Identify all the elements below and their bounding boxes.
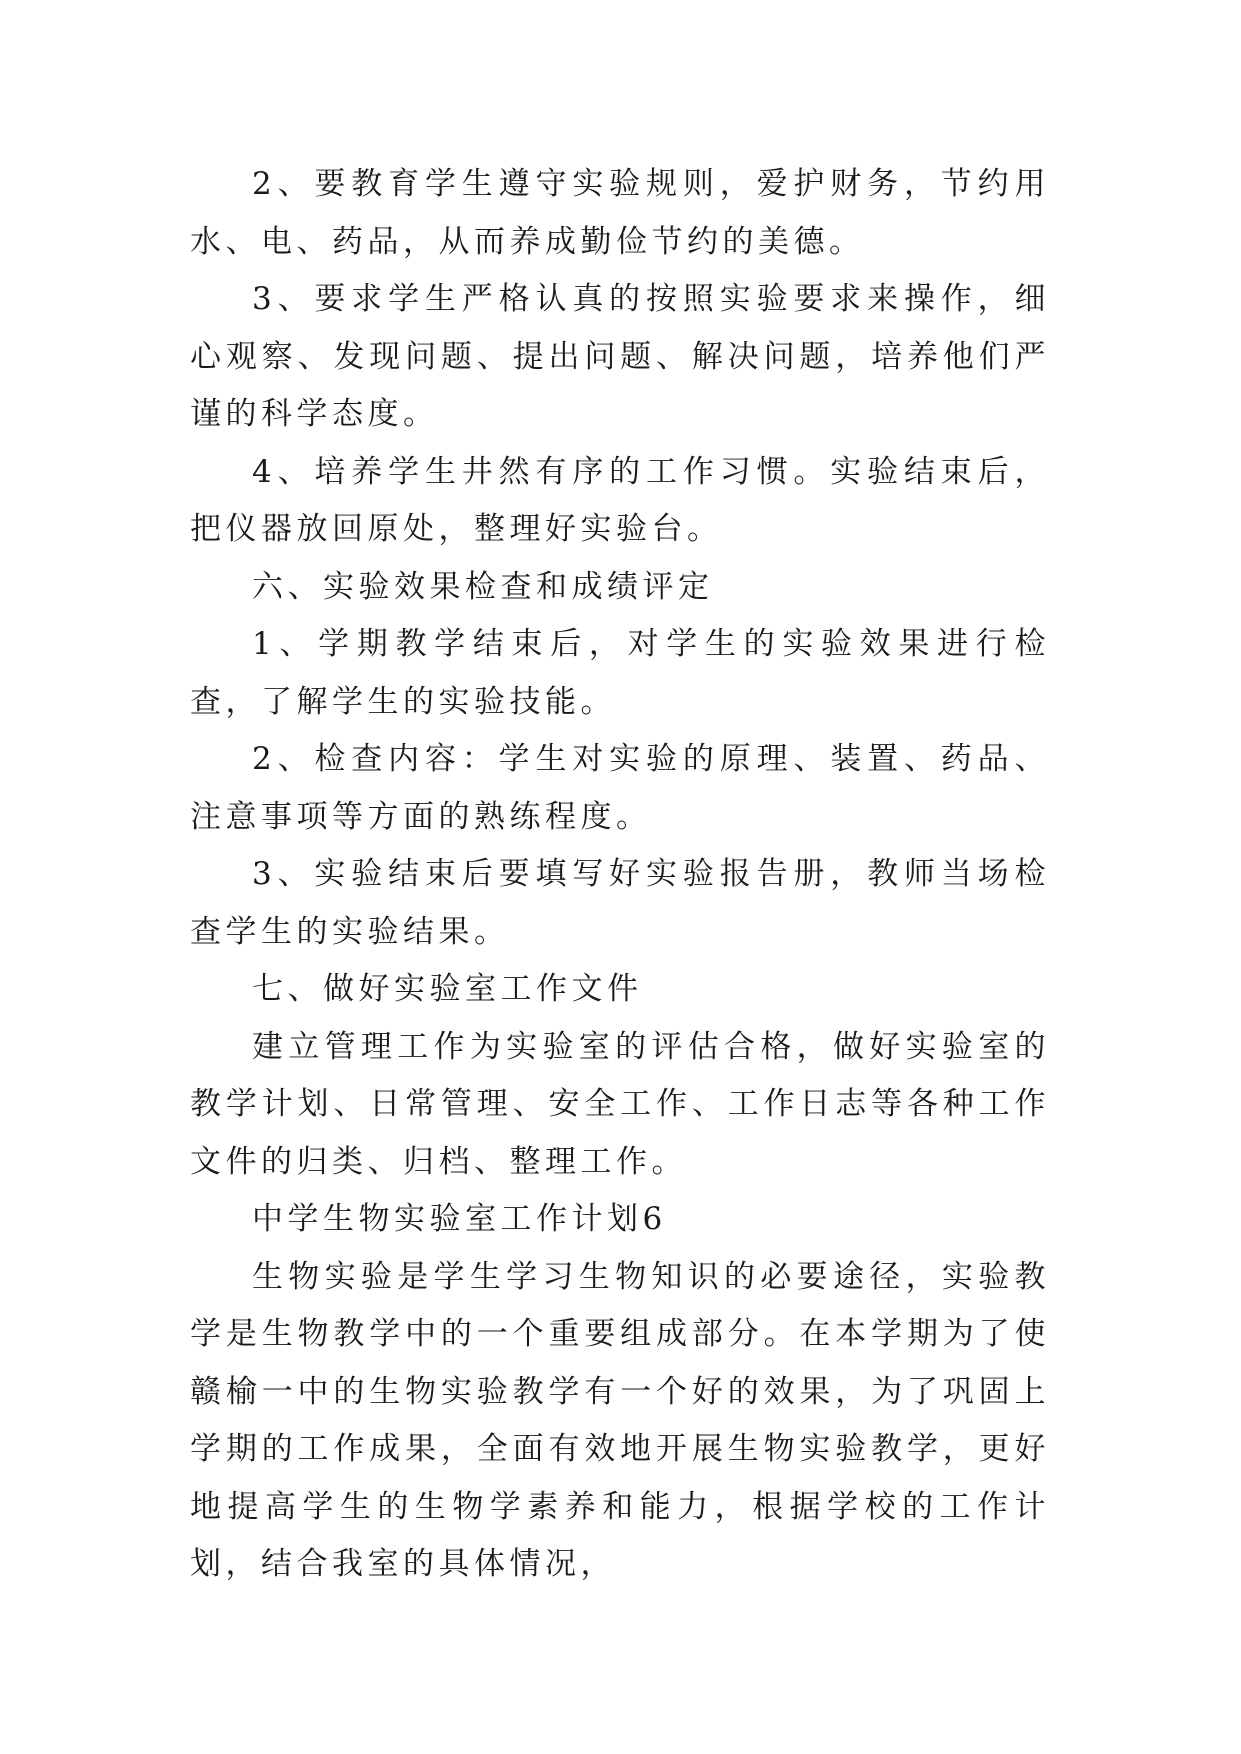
paragraph-check-3: 3、实验结束后要填写好实验报告册，教师当场检查学生的实验结果。 — [190, 856, 1050, 950]
paragraph-check-1: 1、学期教学结束后，对学生的实验效果进行检查，了解学生的实验技能。 — [190, 626, 1050, 720]
paragraph-rule-2: 2、要教育学生遵守实验规则，爱护财务，节约用水、电、药品，从而养成勤俭节约的美德。 — [190, 166, 1050, 260]
paragraph-check-2: 2、检查内容：学生对实验的原理、装置、药品、注意事项等方面的熟练程度。 — [190, 741, 1050, 835]
paragraph-rule-3: 3、要求学生严格认真的按照实验要求来操作，细心观察、发现问题、提出问题、解决问题，培养他们严谨的科学态度。 — [190, 281, 1050, 432]
section-heading-6: 六、实验效果检查和成绩评定 — [252, 568, 714, 605]
plan-title: 中学生物实验室工作计划6 — [252, 1201, 667, 1237]
paragraph-intro: 生物实验是学生学习生物知识的必要途径，实验教学是生物教学中的一个重要组成部分。在本学期为了使赣榆一中的生物实验教学有一个好的效果，为了巩固上学期的工作成果，全面有效地开展生物实验教学，更好地提高学生的生物学素养和能力，根据学校的工作计划，结合我室的具体情况， — [190, 1258, 1050, 1582]
paragraph-rule-4: 4、培养学生井然有序的工作习惯。实验结束后，把仪器放回原处，整理好实验台。 — [190, 453, 1050, 547]
section-heading-7: 七、做好实验室工作文件 — [252, 971, 643, 1007]
paragraph-documents: 建立管理工作为实验室的评估合格，做好实验室的教学计划、日常管理、安全工作、工作日志等各种工作文件的归类、归档、整理工作。 — [190, 1028, 1050, 1180]
document-body — [190, 156, 1050, 1594]
